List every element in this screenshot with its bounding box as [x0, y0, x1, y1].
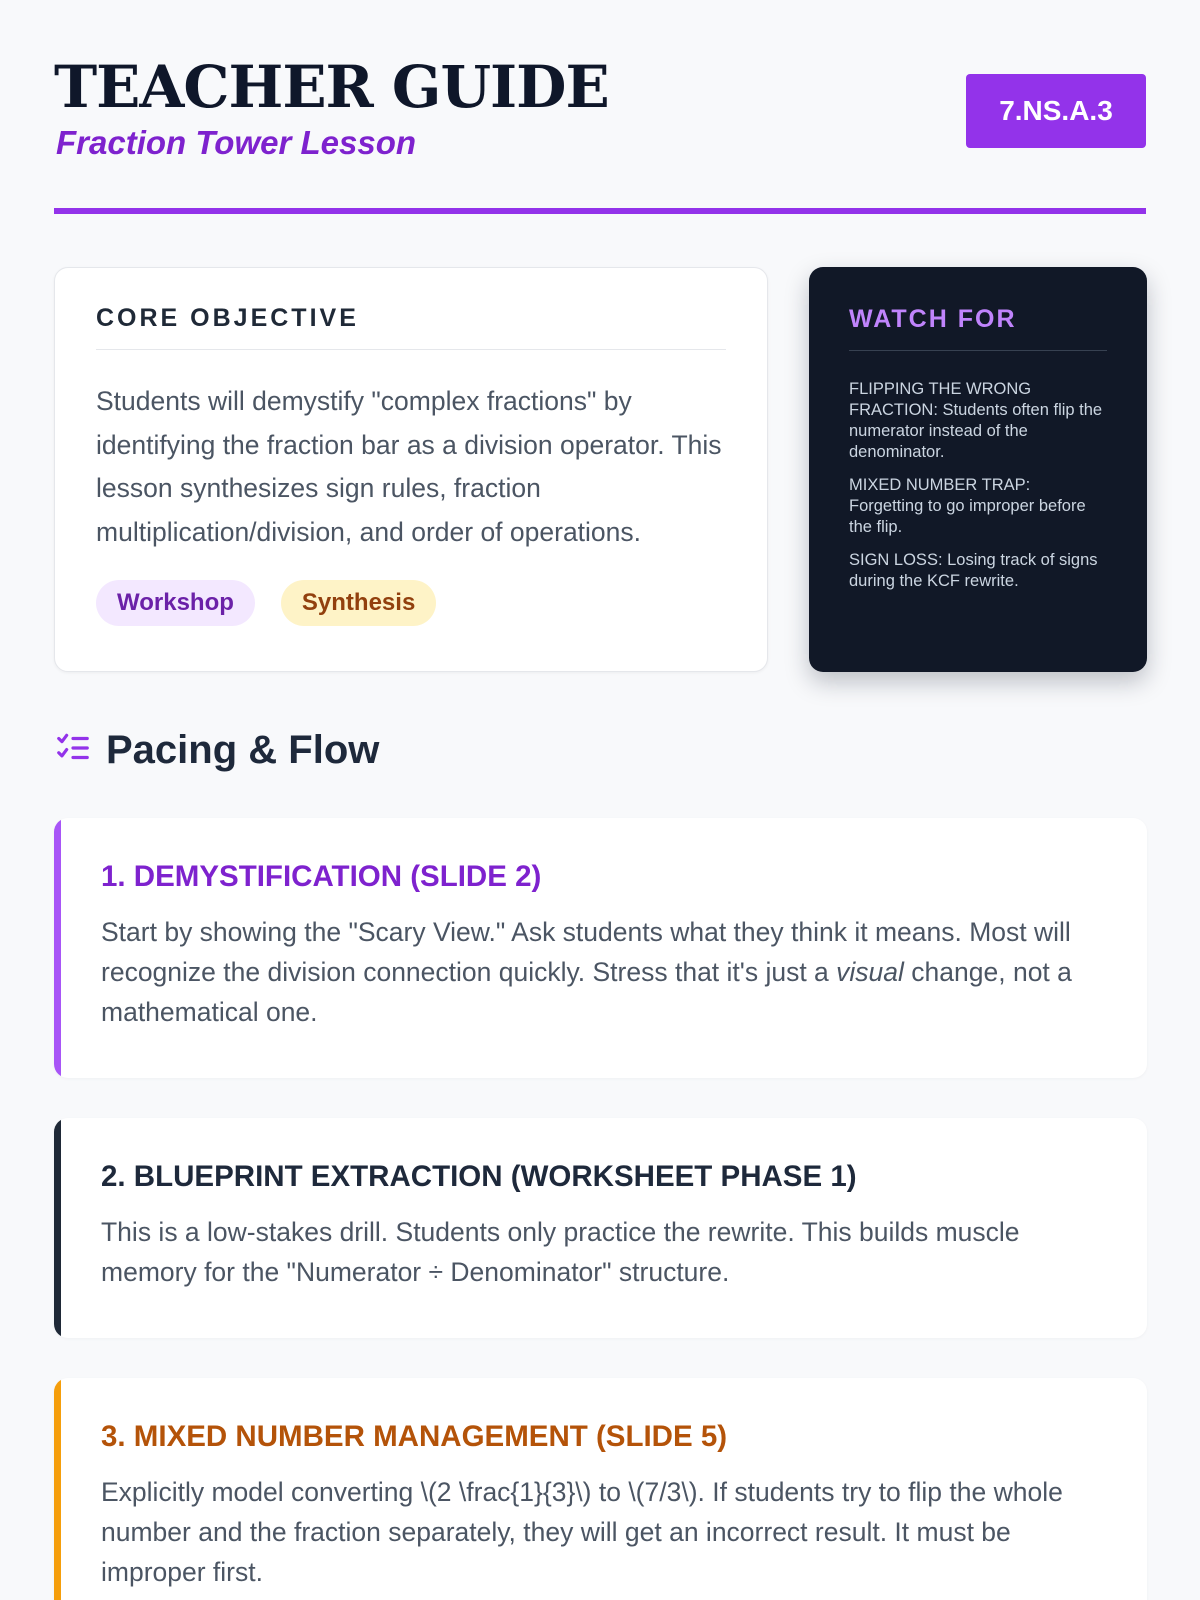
step-title: 2. BLUEPRINT EXTRACTION (WORKSHEET PHASE 1) — [101, 1160, 857, 1193]
guide-header — [54, 52, 1146, 212]
watch-for-card — [809, 267, 1147, 672]
core-objective-heading: CORE OBJECTIVE — [96, 304, 726, 350]
standard-badge: 7.NS.A.3 — [966, 74, 1146, 148]
watch-for-item: SIGN LOSS: Losing track of signs during the KCF rewrite. — [849, 551, 1098, 590]
tag-list — [96, 580, 726, 626]
pacing-step-mixed-number — [54, 1378, 1147, 1600]
step-text-emphasis: visual — [836, 957, 904, 987]
step-text: Explicitly model converting \(2 \frac{1}{3}\) to \(7/3\). If students try to flip the whole number and the fraction separately, they will get an incorrect result. It must be improper first. — [101, 1477, 1063, 1587]
lesson-subtitle: Fraction Tower Lesson — [56, 124, 417, 161]
header-divider — [54, 208, 1146, 214]
watch-for-list — [849, 379, 1107, 592]
page-title: TEACHER GUIDE — [54, 53, 609, 121]
pacing-section-header — [54, 728, 379, 773]
step-title: 3. MIXED NUMBER MANAGEMENT (SLIDE 5) — [101, 1420, 728, 1453]
step-text: This is a low-stakes drill. Students only practice the rewrite. This builds muscle memory for the "Numerator ÷ Denominator" structure. — [101, 1217, 1020, 1287]
watch-for-item: FLIPPING THE WRONG FRACTION: Students often flip the numerator instead of the denominator. — [849, 380, 1103, 461]
step-text — [101, 912, 1101, 1032]
core-objective-card — [54, 267, 768, 672]
step-text-part: change, not a mathematical one. — [101, 957, 1072, 1027]
tag-synthesis: Synthesis — [281, 580, 436, 626]
list-check-icon — [54, 729, 92, 772]
pacing-step-demystification — [54, 818, 1147, 1078]
step-text-part: Start by showing the "Scary View." Ask students what they think it means. Most will recognize the division connection quickly. Stress that it's just a — [101, 917, 1071, 987]
core-objective-text: Students will demystify "complex fractions" by identifying the fraction bar as a division operator. This lesson synthesizes sign rules, fraction multiplication/division, and order of operations. — [96, 386, 722, 547]
step-title: 1. DEMYSTIFICATION (SLIDE 2) — [101, 860, 542, 893]
watch-for-heading: WATCH FOR — [849, 305, 1107, 351]
tag-workshop: Workshop — [96, 580, 255, 626]
watch-for-item: MIXED NUMBER TRAP: Forgetting to go improper before the flip. — [849, 476, 1086, 536]
pacing-step-blueprint — [54, 1118, 1147, 1338]
pacing-title: Pacing & Flow — [106, 728, 380, 772]
